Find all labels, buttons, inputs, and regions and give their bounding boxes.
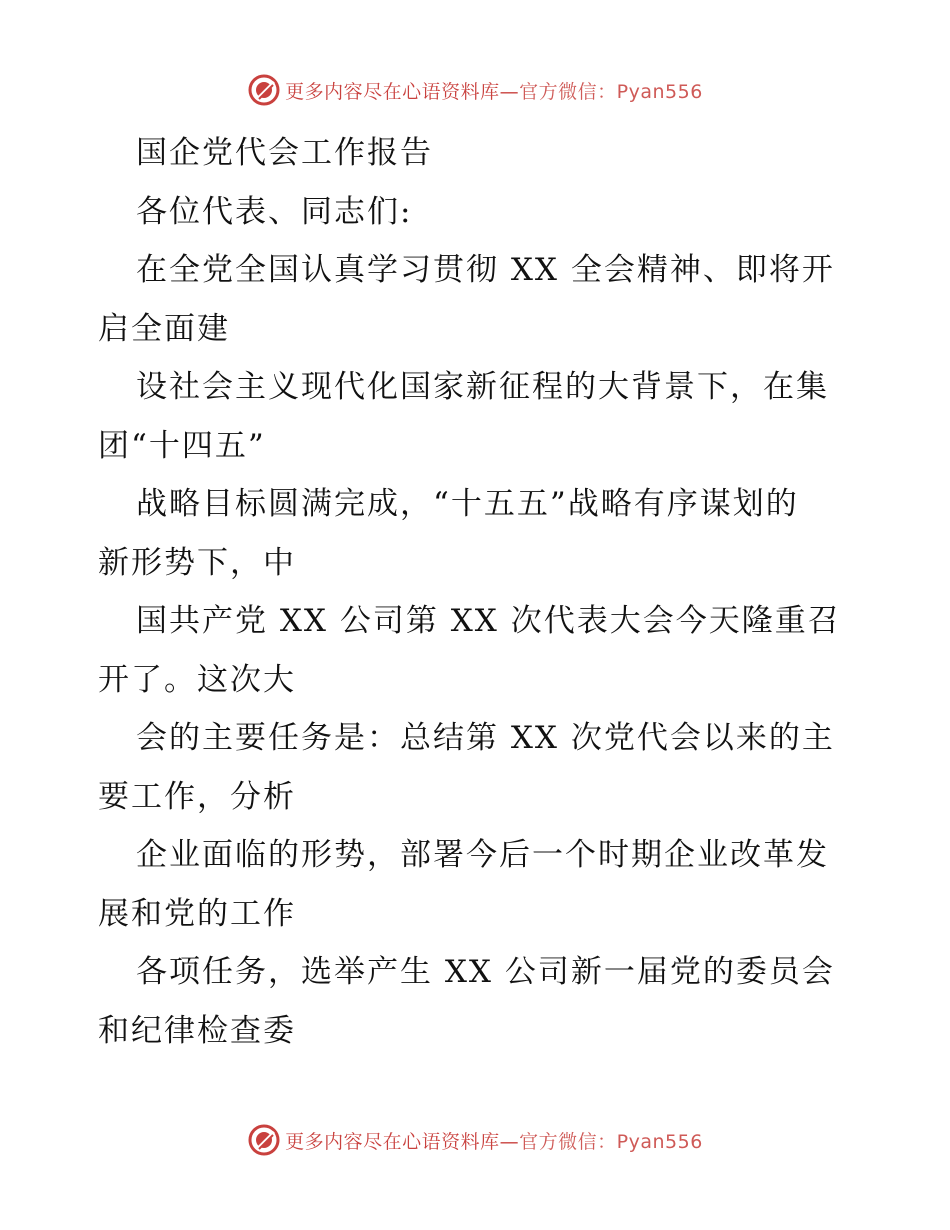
text-line: 在全党全国认真学习贯彻 XX 全会精神、即将开	[136, 252, 835, 288]
text-line: 战略目标圆满完成，“十五五”战略有序谋划的	[136, 486, 799, 522]
text-line: 要工作，分析	[98, 778, 296, 815]
banner-site-text: 更多内容尽在心语资料库—	[285, 1130, 520, 1153]
text-line: 各项任务，选举产生 XX 公司新一届党的委员会	[136, 954, 835, 990]
text-line: 设社会主义现代化国家新征程的大背景下，在集	[136, 369, 829, 405]
text-line: 各位代表、同志们:	[136, 193, 413, 230]
text-line: 国企党代会工作报告	[136, 135, 433, 171]
text-line: 展和党的工作	[98, 895, 296, 932]
text-line: 国共产党 XX 公司第 XX 次代表大会今天隆重召	[136, 603, 841, 639]
pen-nib-circle-icon	[247, 73, 281, 107]
banner-wechat-text: 官方微信：Pyan556	[519, 80, 703, 103]
document-body	[98, 124, 858, 1060]
banner-site-text: 更多内容尽在心语资料库—	[285, 80, 520, 103]
footer-banner	[0, 1120, 950, 1160]
banner-text	[285, 1127, 703, 1154]
header-banner	[0, 70, 950, 110]
text-line: 启全面建	[98, 310, 230, 347]
banner-text	[285, 77, 703, 104]
text-line: 企业面临的形势，部署今后一个时期企业改革发	[136, 837, 829, 873]
pen-nib-circle-icon	[247, 1123, 281, 1157]
text-line: 开了。这次大	[98, 661, 296, 698]
banner-wechat-text: 官方微信：Pyan556	[519, 1130, 703, 1153]
text-line: 和纪律检查委	[98, 1012, 296, 1049]
text-line: 团“十四五”	[98, 427, 266, 464]
text-line: 新形势下，中	[98, 544, 296, 581]
text-line: 会的主要任务是：总结第 XX 次党代会以来的主	[136, 720, 835, 756]
